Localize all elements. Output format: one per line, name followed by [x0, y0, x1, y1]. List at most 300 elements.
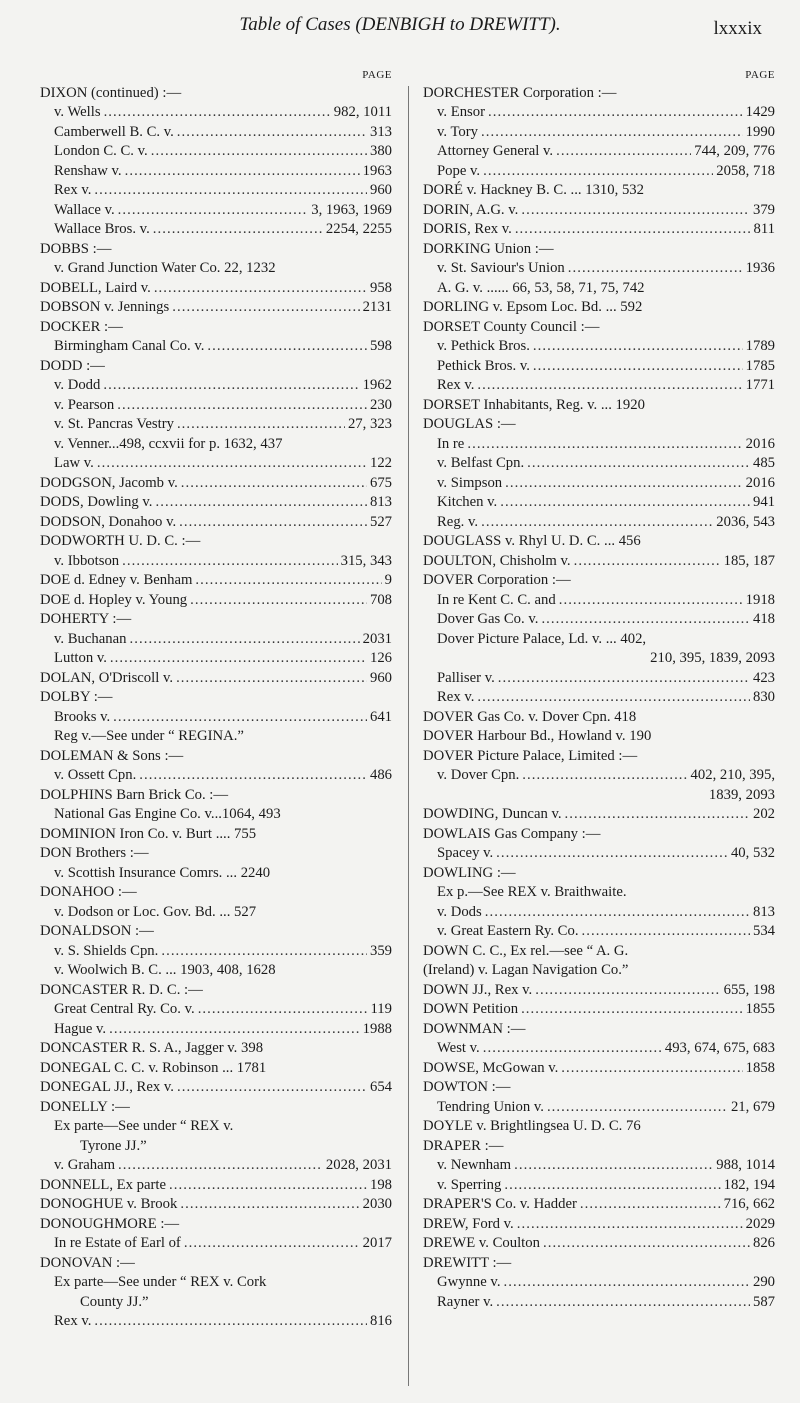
index-entry: [423, 220, 775, 240]
entry-pages: 493, 674, 675, 683: [664, 1040, 775, 1056]
index-entry: [423, 844, 775, 864]
leader-dots: [483, 1039, 662, 1059]
index-entry: [40, 142, 392, 162]
index-entry: [40, 1195, 392, 1215]
leader-dots: [481, 123, 743, 143]
index-entry: [423, 981, 775, 1001]
leader-dots: [504, 1176, 720, 1196]
entry-text: Rayner v.: [437, 1293, 494, 1310]
entry-text: v. Dods: [437, 903, 482, 920]
index-entry: [40, 415, 392, 435]
entry-pages: 126: [369, 650, 392, 666]
entry-text: v. Simpson: [437, 474, 503, 491]
entry-text: Renshaw v.: [54, 162, 122, 179]
leader-dots: [122, 552, 337, 572]
index-entry: [423, 688, 775, 708]
index-entry: [40, 513, 392, 533]
leader-dots: [556, 142, 691, 162]
entry-text: Ex parte—See under “ REX v. Cork: [54, 1274, 267, 1290]
entry-pages: 182, 194: [723, 1176, 775, 1193]
index-entry: [423, 883, 775, 903]
index-entry: [423, 1293, 775, 1313]
entry-pages: 1429: [745, 104, 775, 120]
entry-text: Gwynne v.: [437, 1274, 501, 1290]
entry-pages: 816: [369, 1313, 392, 1329]
page-column-label: PAGE: [745, 69, 775, 81]
index-entry: [40, 747, 392, 767]
index-entry: [423, 1098, 775, 1118]
entry-pages: 418: [752, 611, 775, 627]
entry-text: A. G. v. ...... 66, 53, 58, 71, 75, 742: [437, 279, 645, 296]
entry-pages: 230: [369, 396, 392, 413]
index-entry: [40, 1273, 392, 1293]
entry-text: DOYLE v. Brightlingsea U. D. C. 76: [423, 1118, 641, 1134]
entry-text: DON Brothers :—: [40, 845, 149, 861]
entry-text: DONALDSON :—: [40, 923, 154, 939]
left-column: [40, 64, 392, 1332]
index-entry: [423, 513, 775, 533]
index-entry: [40, 669, 392, 689]
entry-pages: 1936: [745, 260, 775, 276]
entry-text: v. Graham: [54, 1157, 116, 1173]
page-column-label: PAGE: [362, 69, 392, 81]
entry-text: DOVER Corporation :—: [423, 572, 571, 588]
index-entry: [40, 552, 392, 572]
leader-dots: [184, 1234, 360, 1254]
index-entry: [40, 259, 392, 279]
index-entry: [423, 864, 775, 884]
index-entry: [423, 1137, 775, 1157]
index-entry: [423, 240, 775, 260]
leader-dots: [574, 552, 721, 572]
index-entry: [40, 1137, 392, 1157]
leader-dots: [477, 376, 742, 396]
index-entry: [40, 1234, 392, 1254]
index-entry: [40, 610, 392, 630]
index-entry: [423, 903, 775, 923]
entry-pages: 960: [369, 182, 392, 198]
index-entry: [423, 1176, 775, 1196]
entry-text: Ex p.—See REX v. Braithwaite.: [437, 884, 627, 900]
index-entry: [423, 1059, 775, 1079]
leader-dots: [522, 766, 687, 786]
leader-dots: [467, 435, 742, 455]
leader-dots: [179, 513, 367, 533]
leader-dots: [207, 337, 367, 357]
entry-text: DOVER Gas Co. v. Dover Cpn. 418: [423, 708, 637, 725]
entry-text: Reg. v.: [437, 513, 479, 530]
leader-dots: [103, 376, 359, 396]
index-entry: [423, 786, 775, 806]
entry-text: DOVER Picture Palace, Limited :—: [423, 747, 638, 764]
entry-pages: 486: [369, 767, 392, 783]
leader-dots: [153, 220, 323, 240]
index-entry: [40, 181, 392, 201]
index-entry: [423, 532, 775, 552]
leader-dots: [514, 1156, 713, 1176]
leader-dots: [582, 922, 750, 942]
index-entry: [423, 337, 775, 357]
entry-text: v. Ensor: [437, 104, 485, 120]
index-entry: [40, 1293, 392, 1313]
entry-text: Brooks v.: [54, 708, 111, 725]
entry-text: DONCASTER R. D. C. :—: [40, 981, 203, 998]
index-entry: [40, 649, 392, 669]
leader-dots: [169, 1176, 367, 1196]
entry-pages: 960: [369, 669, 392, 686]
index-entry: [423, 84, 775, 104]
entry-pages: 379: [752, 201, 775, 218]
index-entry: [423, 630, 775, 650]
index-entry: [40, 786, 392, 806]
index-entry: [40, 1156, 392, 1176]
index-entry: [423, 1254, 775, 1274]
leader-dots: [533, 337, 743, 357]
leader-dots: [161, 942, 367, 962]
entry-text: DONEGAL C. C. v. Robinson ... 1781: [40, 1059, 267, 1076]
entry-text: v. Grand Junction Water Co. 22, 1232: [54, 260, 276, 276]
entry-text: v. Woolwich B. C. ... 1903, 408, 1628: [54, 962, 276, 978]
entry-text: West v.: [437, 1040, 480, 1056]
entry-text: DOWDING, Duncan v.: [423, 806, 562, 822]
entry-pages: 811: [753, 221, 775, 237]
leader-dots: [176, 669, 367, 689]
entry-text: DORIN, A.G. v.: [423, 201, 519, 218]
index-entry: [40, 1215, 392, 1235]
entry-text: DOULTON, Chisholm v.: [423, 552, 571, 569]
entry-pages: 1789: [745, 338, 775, 354]
page-number: lxxxix: [713, 18, 762, 39]
index-entry: [423, 1195, 775, 1215]
index-entry: [423, 747, 775, 767]
index-entry: [40, 825, 392, 845]
entry-text: Wallace Bros. v.: [54, 221, 150, 237]
index-entry: [40, 493, 392, 513]
index-entry: [423, 181, 775, 201]
entry-text: v. Wells: [54, 104, 101, 120]
index-entry: [40, 1312, 392, 1332]
leader-dots: [500, 493, 750, 513]
index-entry: [40, 1078, 392, 1098]
index-entry: [40, 220, 392, 240]
entry-pages: 2029: [745, 1215, 775, 1232]
leader-dots: [547, 1098, 728, 1118]
index-entry: [40, 844, 392, 864]
index-entry: [40, 1020, 392, 1040]
entry-text: v. St. Saviour's Union: [437, 260, 565, 276]
index-entry: [423, 1215, 775, 1235]
entry-pages: 744, 209, 776: [694, 143, 775, 159]
entry-pages: 315, 343: [340, 552, 392, 569]
leader-dots: [118, 201, 309, 221]
entry-text: v. Belfast Cpn.: [437, 455, 525, 471]
index-entry: [423, 142, 775, 162]
entry-text: v. Venner...498, ccxvii for p. 1632, 437: [54, 435, 283, 452]
entry-text: DONNELL, Ex parte: [40, 1176, 167, 1193]
leader-dots: [515, 220, 751, 240]
entry-text: In re: [437, 435, 465, 452]
leader-dots: [521, 1000, 743, 1020]
entry-pages: 2254, 2255: [325, 221, 392, 237]
index-entry: [40, 942, 392, 962]
entry-text: DORIS, Rex v.: [423, 221, 512, 237]
entry-pages: 2036, 543: [716, 513, 775, 530]
entry-pages: 527: [369, 513, 392, 530]
leader-dots: [517, 1215, 743, 1235]
index-entry: [40, 903, 392, 923]
index-entry: [40, 532, 392, 552]
leader-dots: [139, 766, 367, 786]
entry-pages: 122: [369, 455, 392, 471]
entry-pages: 813: [752, 903, 775, 920]
entry-text: v. Tory: [437, 123, 478, 140]
entry-pages: 485: [752, 455, 775, 471]
index-entry: [40, 318, 392, 338]
leader-dots: [177, 123, 367, 143]
entry-text: DONOVAN :—: [40, 1254, 135, 1271]
entry-text: v. Dodd: [54, 377, 101, 393]
index-entry: [423, 669, 775, 689]
index-entry: [40, 396, 392, 416]
entry-pages: 598: [369, 338, 392, 354]
leader-dots: [177, 1078, 367, 1098]
entry-pages: 185, 187: [723, 552, 775, 569]
index-entry: [40, 201, 392, 221]
index-entry: [423, 727, 775, 747]
index-entry: [40, 766, 392, 786]
entry-text: DODSON, Donahoo v.: [40, 513, 177, 530]
entry-text: Wallace v.: [54, 201, 115, 218]
entry-text: Lutton v.: [54, 650, 107, 666]
index-entry: [423, 103, 775, 123]
index-entry: [423, 766, 775, 786]
entry-pages: 716, 662: [723, 1196, 775, 1212]
page-header: [0, 14, 800, 54]
leader-dots: [151, 142, 367, 162]
entry-text: DORCHESTER Corporation :—: [423, 84, 617, 101]
entry-text: Tendring Union v.: [437, 1098, 544, 1115]
index-entry: [423, 942, 775, 962]
index-entry: [40, 864, 392, 884]
entry-text: v. Ibbotson: [54, 552, 120, 569]
entry-pages: 988, 1014: [716, 1157, 775, 1173]
index-entry: [423, 259, 775, 279]
index-entry: [40, 103, 392, 123]
entry-pages: 655, 198: [723, 981, 775, 998]
entry-pages: 27, 323: [347, 416, 392, 432]
index-entry: [423, 123, 775, 143]
index-entry: [40, 630, 392, 650]
entry-text: Spacey v.: [437, 845, 494, 861]
entry-text: Rex v.: [54, 1313, 92, 1329]
entry-text: DOWSE, McGowan v.: [423, 1059, 559, 1076]
entry-text: DOCKER :—: [40, 318, 123, 335]
leader-dots: [488, 103, 743, 123]
leader-dots: [483, 162, 713, 182]
index-entry: [40, 376, 392, 396]
leader-dots: [481, 513, 713, 533]
index-entry: [423, 591, 775, 611]
index-entry: [423, 474, 775, 494]
leader-dots: [541, 610, 750, 630]
index-entry: [40, 1176, 392, 1196]
entry-pages: 941: [752, 494, 775, 510]
column-divider: [408, 86, 409, 1386]
entry-pages: 402, 210, 395,: [690, 767, 775, 783]
entry-pages: 2028, 2031: [325, 1157, 392, 1173]
entry-text: Dover Picture Palace, Ld. v. ... 402,: [437, 630, 647, 647]
entry-text: DOWN Petition: [423, 1001, 519, 1017]
entry-text: Rex v.: [437, 689, 475, 705]
entry-text: DOMINION Iron Co. v. Burt .... 755: [40, 825, 257, 842]
entry-text: Hague v.: [54, 1020, 107, 1037]
entry-text: DOLAN, O'Driscoll v.: [40, 669, 174, 686]
leader-dots: [190, 591, 367, 611]
entry-pages: 1988: [362, 1020, 392, 1037]
entry-pages: 958: [369, 279, 392, 296]
index-entry: [40, 357, 392, 377]
index-entry: [423, 298, 775, 318]
entry-text: v. St. Pancras Vestry: [54, 416, 174, 432]
entry-pages: 675: [369, 474, 392, 491]
entry-pages: 534: [752, 923, 775, 939]
entry-pages: 2016: [745, 435, 775, 452]
index-entry: [423, 454, 775, 474]
entry-text: Camberwell B. C. v.: [54, 123, 174, 140]
entry-pages: 2131: [362, 299, 392, 315]
entry-pages: 380: [369, 143, 392, 159]
index-entry: [40, 1254, 392, 1274]
index-entry: [423, 1156, 775, 1176]
entry-text: v. Dover Cpn.: [437, 767, 520, 783]
entry-pages: 359: [369, 942, 392, 959]
entry-pages: 1963: [362, 162, 392, 179]
leader-dots: [154, 279, 367, 299]
entry-text: County JJ.”: [80, 1293, 149, 1310]
entry-text: DOBBS :—: [40, 240, 112, 257]
entry-text: Pethick Bros. v.: [437, 357, 530, 374]
index-entry: [423, 318, 775, 338]
entry-text: DORSET Inhabitants, Reg. v. ... 1920: [423, 396, 645, 413]
index-entry: [40, 688, 392, 708]
entry-pages: 2030: [362, 1196, 392, 1212]
entry-pages: 587: [752, 1293, 775, 1310]
entry-text: DREWE v. Coulton: [423, 1235, 540, 1251]
leader-dots: [521, 201, 750, 221]
index-entry: [423, 708, 775, 728]
entry-text: v. Scottish Insurance Comrs. ... 2240: [54, 864, 271, 881]
entry-text: DOLEMAN & Sons :—: [40, 747, 184, 764]
entry-pages: 813: [369, 494, 392, 510]
entry-text: v. Buchanan: [54, 630, 127, 647]
index-entry: [423, 1234, 775, 1254]
index-entry: [40, 922, 392, 942]
entry-pages: 982, 1011: [333, 104, 392, 120]
entry-text: Great Central Ry. Co. v.: [54, 1001, 195, 1017]
index-entry: [40, 883, 392, 903]
leader-dots: [117, 396, 367, 416]
leader-dots: [565, 805, 750, 825]
leader-dots: [533, 357, 743, 377]
index-entry: [423, 825, 775, 845]
entry-text: DOWN C. C., Ex rel.—see “ A. G.: [423, 942, 629, 959]
entry-pages: 198: [369, 1176, 392, 1193]
entry-text: Rex v.: [54, 182, 92, 198]
entry-text: DOUGLAS :—: [423, 416, 516, 432]
entry-pages: 2017: [362, 1235, 392, 1251]
entry-text: v. Ossett Cpn.: [54, 767, 137, 783]
entry-text: DODS, Dowling v.: [40, 494, 153, 510]
entry-text: London C. C. v.: [54, 143, 148, 159]
leader-dots: [559, 591, 743, 611]
index-entry: [423, 1078, 775, 1098]
entry-pages: 1771: [745, 377, 775, 393]
leader-dots: [543, 1234, 750, 1254]
index-entry: [40, 279, 392, 299]
leader-dots: [177, 415, 345, 435]
entry-text: v. Newnham: [437, 1157, 512, 1173]
index-entry: [423, 922, 775, 942]
entry-pages: 830: [752, 689, 775, 705]
entry-text: v. S. Shields Cpn.: [54, 942, 159, 959]
entry-pages: 2058, 718: [716, 162, 775, 179]
entry-text: v. Pearson: [54, 396, 115, 413]
entry-text: In re Kent C. C. and: [437, 591, 556, 608]
entry-text: DODWORTH U. D. C. :—: [40, 533, 201, 549]
index-entry: [40, 727, 392, 747]
entry-pages: 1855: [745, 1001, 775, 1017]
entry-pages: 290: [752, 1274, 775, 1290]
index-entry: [423, 279, 775, 299]
entry-pages: 3, 1963, 1969: [311, 201, 392, 218]
index-entry: [423, 805, 775, 825]
index-entry: [423, 1039, 775, 1059]
entry-text: Ex parte—See under “ REX v.: [54, 1118, 234, 1134]
entry-pages: 654: [369, 1079, 392, 1095]
leader-dots: [505, 474, 742, 494]
leader-dots: [580, 1195, 721, 1215]
index-entry: [423, 162, 775, 182]
entry-pages: 1858: [745, 1059, 775, 1076]
entry-text: DOHERTY :—: [40, 611, 132, 627]
index-entry: [40, 805, 392, 825]
index-entry: [40, 337, 392, 357]
entry-text: DOWLAIS Gas Company :—: [423, 825, 601, 842]
entry-text: DREW, Ford v.: [423, 1215, 514, 1232]
entry-text: DOWTON :—: [423, 1079, 511, 1095]
leader-dots: [535, 981, 720, 1001]
leader-dots: [504, 1273, 750, 1293]
index-entry: [423, 1117, 775, 1137]
entry-text: v. Pethick Bros.: [437, 338, 530, 354]
entry-text: DONELLY :—: [40, 1098, 130, 1115]
entry-pages: 1785: [745, 357, 775, 374]
entry-pages: 423: [752, 669, 775, 686]
entry-text: DONEGAL JJ., Rex v.: [40, 1079, 174, 1095]
index-entry: [40, 240, 392, 260]
entry-text: DOUGLASS v. Rhyl U. D. C. ... 456: [423, 533, 641, 549]
index-entry: [423, 396, 775, 416]
leader-dots: [172, 298, 359, 318]
leader-dots: [129, 630, 359, 650]
entry-text: DOWN JJ., Rex v.: [423, 981, 533, 998]
index-entry: [423, 415, 775, 435]
entry-pages: 826: [752, 1235, 775, 1251]
entry-text: In re Estate of Earl of: [54, 1235, 181, 1251]
entry-text: DIXON (continued) :—: [40, 84, 182, 101]
leader-dots: [180, 1195, 359, 1215]
entry-pages: 202: [752, 806, 775, 822]
